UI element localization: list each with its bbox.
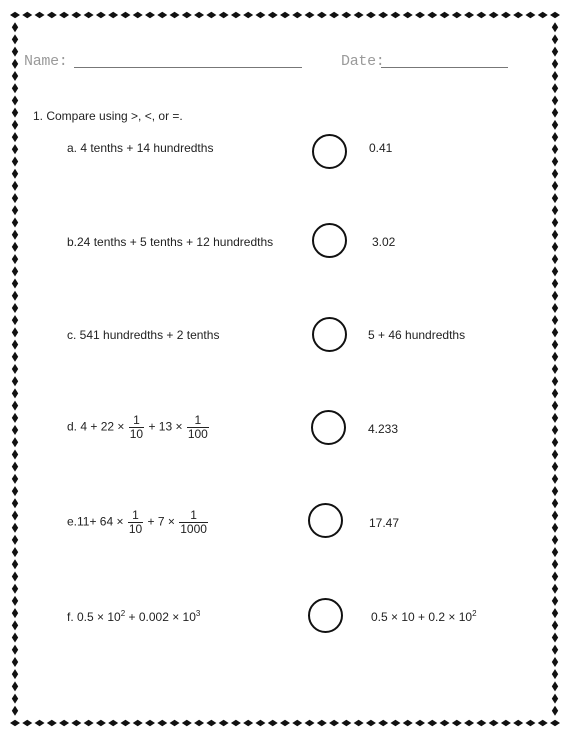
border-diamond [12, 254, 18, 264]
problem-e-part-a: e.11+ 64 × [67, 514, 124, 529]
border-diamond [378, 720, 388, 726]
border-diamond [12, 681, 18, 691]
border-diamond [552, 413, 558, 423]
problem-d-part-b: + 13 × [148, 419, 183, 434]
border-diamond [305, 720, 315, 726]
border-diamond [206, 720, 216, 726]
fraction-denominator: 1000 [180, 522, 207, 536]
border-diamond [280, 12, 290, 18]
border-diamond [157, 720, 167, 726]
border-diamond [12, 279, 18, 289]
border-diamond [552, 132, 558, 142]
border-diamond [552, 156, 558, 166]
border-diamond [219, 12, 229, 18]
border-diamond [452, 720, 462, 726]
border-diamond [12, 205, 18, 215]
border-diamond [513, 12, 523, 18]
border-diamond [525, 720, 535, 726]
border-diamond [552, 510, 558, 520]
border-diamond [552, 193, 558, 203]
border-diamond [354, 12, 364, 18]
exponent: 2 [472, 609, 477, 618]
border-diamond [12, 413, 18, 423]
border-diamond [552, 620, 558, 630]
border-diamond [243, 720, 253, 726]
border-diamond [489, 12, 499, 18]
border-diamond [317, 12, 327, 18]
border-diamond [403, 720, 413, 726]
border-diamond [552, 120, 558, 130]
problem-d-left [67, 414, 210, 441]
border-diamond [35, 720, 45, 726]
border-diamond [452, 12, 462, 18]
fraction-denominator: 100 [187, 427, 208, 441]
border-diamond [552, 449, 558, 459]
border-diamond [12, 83, 18, 93]
border-diamond [552, 181, 558, 191]
border-diamond [464, 12, 474, 18]
border-diamond [12, 706, 18, 716]
exponent: 3 [195, 609, 201, 618]
border-diamond [550, 720, 560, 726]
border-diamond [354, 720, 364, 726]
border-diamond [133, 720, 143, 726]
border-diamond [552, 376, 558, 386]
border-diamond [552, 230, 558, 240]
border-diamond [12, 181, 18, 191]
border-diamond [12, 34, 18, 44]
border-diamond [12, 523, 18, 533]
fraction-one-thousandth [179, 509, 208, 536]
border-diamond [22, 12, 32, 18]
problem-f-part-a: f. 0.5 × 10 [67, 610, 121, 624]
border-diamond [10, 720, 20, 726]
problem-c-left: c. 541 hundredths + 2 tenths [67, 328, 220, 342]
border-diamond [552, 535, 558, 545]
border-diamond [12, 95, 18, 105]
border-diamond [10, 12, 20, 18]
problem-e-part-b: + 7 × [147, 514, 175, 529]
border-diamond [552, 34, 558, 44]
border-diamond [12, 449, 18, 459]
border-diamond [552, 291, 558, 301]
border-diamond [12, 376, 18, 386]
border-diamond [552, 498, 558, 508]
border-diamond [96, 720, 106, 726]
border-diamond [552, 401, 558, 411]
border-diamond [538, 720, 548, 726]
border-diamond [552, 364, 558, 374]
border-diamond [182, 720, 192, 726]
border-diamond [415, 12, 425, 18]
border-diamond [403, 12, 413, 18]
border-diamond [108, 12, 118, 18]
problem-e-left [67, 509, 209, 536]
border-diamond [552, 425, 558, 435]
border-diamond [12, 108, 18, 118]
border-diamond [552, 47, 558, 57]
border-diamond [552, 633, 558, 643]
border-diamond [552, 71, 558, 81]
border-diamond [12, 535, 18, 545]
border-diamond [552, 254, 558, 264]
border-diamond [71, 12, 81, 18]
border-diamond [440, 12, 450, 18]
border-diamond [47, 720, 57, 726]
border-diamond [552, 596, 558, 606]
border-diamond [552, 547, 558, 557]
fraction-denominator: 10 [129, 427, 144, 441]
border-diamond [366, 12, 376, 18]
border-diamond [12, 303, 18, 313]
border-diamond [489, 720, 499, 726]
border-diamond [552, 486, 558, 496]
border-diamond [145, 720, 155, 726]
fraction-numerator: 1 [128, 509, 143, 523]
problem-b-right: 3.02 [372, 235, 396, 249]
exponent: 2 [120, 609, 126, 618]
border-diamond [12, 327, 18, 337]
border-diamond [170, 12, 180, 18]
border-diamond [59, 720, 69, 726]
border-diamond [12, 340, 18, 350]
answer-circle-c[interactable] [312, 317, 347, 352]
border-diamond [255, 12, 265, 18]
border-diamond [170, 720, 180, 726]
problem-a-left: a. 4 tenths + 14 hundredths [67, 141, 214, 155]
border-diamond [427, 720, 437, 726]
answer-circle-d[interactable] [311, 410, 346, 445]
border-diamond [552, 108, 558, 118]
border-diamond [231, 12, 241, 18]
border-diamond [552, 327, 558, 337]
border-diamond [71, 720, 81, 726]
border-diamond [12, 59, 18, 69]
border-diamond [552, 523, 558, 533]
border-diamond [268, 720, 278, 726]
border-diamond [329, 720, 339, 726]
border-diamond [84, 720, 94, 726]
border-diamond [552, 169, 558, 179]
answer-circle-e[interactable] [308, 503, 343, 538]
problem-f-right-text: 0.5 × 10 + 0.2 × 10 [371, 610, 473, 624]
date-line[interactable] [381, 67, 508, 68]
border-diamond [12, 193, 18, 203]
border-diamond [292, 720, 302, 726]
border-diamond [12, 486, 18, 496]
border-diamond [552, 315, 558, 325]
border-diamond [12, 364, 18, 374]
border-diamond [440, 720, 450, 726]
border-diamond [552, 303, 558, 313]
border-diamond [22, 720, 32, 726]
border-diamond [35, 12, 45, 18]
problem-c-right: 5 + 46 hundredths [368, 328, 466, 342]
border-diamond [292, 12, 302, 18]
border-diamond [12, 132, 18, 142]
problem-d-right: 4.233 [368, 422, 399, 436]
border-diamond [12, 657, 18, 667]
border-diamond [255, 720, 265, 726]
border-diamond [12, 498, 18, 508]
border-diamond [550, 12, 560, 18]
border-diamond [552, 22, 558, 32]
border-diamond [317, 720, 327, 726]
border-diamond [552, 266, 558, 276]
border-diamond [12, 669, 18, 679]
border-diamond [182, 12, 192, 18]
fraction-one-hundredth [187, 414, 209, 441]
border-diamond [525, 12, 535, 18]
border-diamond [552, 572, 558, 582]
border-diamond [12, 22, 18, 32]
answer-circle-f[interactable] [308, 598, 343, 633]
problem-e-right: 17.47 [369, 516, 400, 530]
border-diamond [12, 584, 18, 594]
border-diamond [133, 12, 143, 18]
border-diamond [219, 720, 229, 726]
border-diamond [12, 645, 18, 655]
border-diamond [12, 620, 18, 630]
border-diamond [12, 156, 18, 166]
border-diamond [552, 242, 558, 252]
border-diamond [378, 12, 388, 18]
border-diamond [552, 340, 558, 350]
border-diamond [552, 608, 558, 618]
border-diamond [552, 584, 558, 594]
border-diamond [390, 12, 400, 18]
border-diamond [552, 218, 558, 228]
border-diamond [552, 462, 558, 472]
border-diamond [476, 12, 486, 18]
border-diamond [552, 95, 558, 105]
border-diamond [84, 12, 94, 18]
border-diamond [552, 474, 558, 484]
border-diamond [12, 694, 18, 704]
problem-d-part-a: d. 4 + 22 × [67, 419, 125, 434]
border-diamond [145, 12, 155, 18]
border-diamond [12, 633, 18, 643]
border-diamond [12, 510, 18, 520]
problem-a-right: 0.41 [369, 141, 393, 155]
name-label: Name: [24, 53, 68, 70]
border-diamond [552, 279, 558, 289]
border-diamond [12, 242, 18, 252]
border-diamond [268, 12, 278, 18]
border-diamond [12, 425, 18, 435]
border-diamond [12, 169, 18, 179]
border-diamond [12, 559, 18, 569]
border-diamond [390, 720, 400, 726]
border-diamond [120, 720, 130, 726]
border-diamond [305, 12, 315, 18]
border-diamond [12, 547, 18, 557]
border-diamond [12, 437, 18, 447]
border-diamond [59, 12, 69, 18]
border-diamond [329, 12, 339, 18]
border-diamond [12, 315, 18, 325]
border-diamond [552, 83, 558, 93]
border-diamond [157, 12, 167, 18]
border-diamond [501, 12, 511, 18]
date-label: Date: [341, 53, 385, 70]
border-diamond [194, 12, 204, 18]
name-line[interactable] [74, 67, 302, 68]
border-diamond [12, 120, 18, 130]
border-diamond [552, 437, 558, 447]
border-diamond [415, 720, 425, 726]
fraction-numerator: 1 [179, 509, 208, 523]
border-diamond [12, 572, 18, 582]
border-diamond [12, 388, 18, 398]
border-diamond [12, 230, 18, 240]
border-diamond [12, 608, 18, 618]
problem-f-part-b: + 0.002 × 10 [125, 610, 196, 624]
border-diamond [464, 720, 474, 726]
fraction-one-tenth [128, 509, 143, 536]
border-diamond [552, 388, 558, 398]
fraction-denominator: 10 [128, 522, 143, 536]
border-diamond [552, 645, 558, 655]
border-diamond [552, 694, 558, 704]
border-diamond [12, 47, 18, 57]
border-diamond [552, 681, 558, 691]
border-diamond [12, 71, 18, 81]
problem-b-left: b.24 tenths + 5 tenths + 12 hundredths [67, 235, 274, 249]
border-diamond [501, 720, 511, 726]
border-diamond [12, 401, 18, 411]
border-diamond [552, 706, 558, 716]
border-diamond [206, 12, 216, 18]
fraction-numerator: 1 [187, 414, 209, 428]
border-diamond [120, 12, 130, 18]
border-diamond [552, 352, 558, 362]
border-diamond [12, 462, 18, 472]
border-diamond [243, 12, 253, 18]
border-diamond [96, 12, 106, 18]
border-diamond [552, 205, 558, 215]
problem-f-left [67, 609, 200, 624]
answer-circle-a[interactable] [312, 134, 347, 169]
border-diamond [538, 12, 548, 18]
border-diamond [513, 720, 523, 726]
border-diamond [194, 720, 204, 726]
border-diamond [231, 720, 241, 726]
border-diamond [476, 720, 486, 726]
border-diamond [12, 266, 18, 276]
border-diamond [552, 669, 558, 679]
fraction-numerator: 1 [129, 414, 144, 428]
border-diamond [552, 59, 558, 69]
border-diamond [12, 144, 18, 154]
border-diamond [12, 474, 18, 484]
border-diamond [366, 720, 376, 726]
border-diamond [12, 596, 18, 606]
border-diamond [552, 657, 558, 667]
border-diamond [47, 12, 57, 18]
problem-f-right [371, 609, 477, 624]
answer-circle-b[interactable] [312, 223, 347, 258]
border-diamond [341, 720, 351, 726]
border-diamond [280, 720, 290, 726]
instruction: 1. Compare using >, <, or =. [33, 109, 183, 123]
border-diamond [427, 12, 437, 18]
border-diamond [552, 144, 558, 154]
fraction-one-tenth [129, 414, 144, 441]
border-diamond [552, 559, 558, 569]
border-diamond [341, 12, 351, 18]
border-diamond [12, 218, 18, 228]
border-diamond [12, 352, 18, 362]
border-diamond [12, 291, 18, 301]
border-diamond [108, 720, 118, 726]
